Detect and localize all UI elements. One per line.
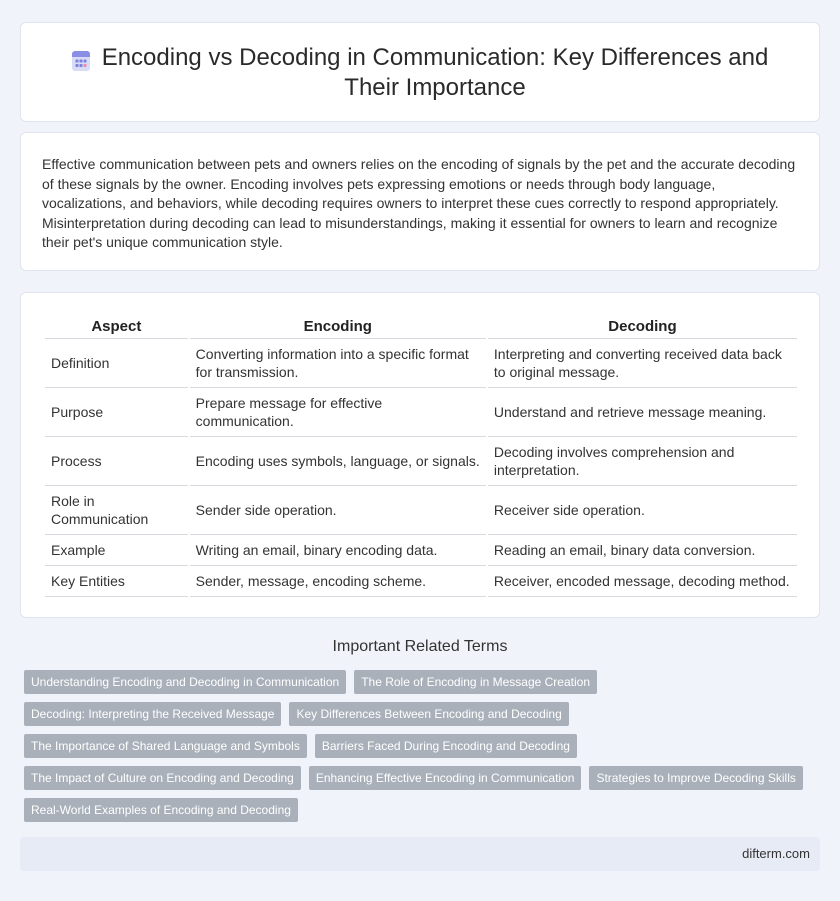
table-row — [45, 535, 797, 566]
footer — [20, 837, 820, 871]
related-terms-title: Important Related Terms — [332, 638, 508, 655]
cell-decoding: Understand and retrieve message meaning. — [488, 388, 797, 437]
table-row — [45, 486, 797, 535]
cell-aspect: Example — [45, 535, 188, 566]
table-row — [45, 388, 797, 437]
cell-aspect: Key Entities — [45, 566, 188, 597]
table-row — [45, 437, 797, 486]
header-aspect: Aspect — [45, 315, 188, 339]
related-term-tag[interactable]: Enhancing Effective Encoding in Communication — [309, 766, 582, 790]
cell-decoding: Receiver side operation. — [488, 486, 797, 535]
related-term-tag[interactable]: Strategies to Improve Decoding Skills — [589, 766, 802, 790]
cell-encoding: Writing an email, binary encoding data. — [190, 535, 486, 566]
cell-decoding: Reading an email, binary data conversion. — [488, 535, 797, 566]
intro-paragraph: Effective communication between pets and owners relies on the encoding of signals by the pet and the accurate decoding of these signals by the owner. Encoding involves pets expressing emotions or needs through body language, vocalizations, and behaviors, while decoding requires owners to interpret these cues correctly to respond appropriately. Misinterpretation during decoding can lead to misunderstandings, making it essential for owners to learn and recognize their pet's unique communication style. — [42, 156, 796, 250]
footer-site-link[interactable]: difterm.com — [742, 846, 810, 861]
cell-encoding: Encoding uses symbols, language, or signals. — [190, 437, 486, 486]
cell-aspect: Process — [45, 437, 188, 486]
table-row — [45, 566, 797, 597]
related-term-tag[interactable]: Real-World Examples of Encoding and Decoding — [24, 798, 298, 822]
related-term-tag[interactable]: The Role of Encoding in Message Creation — [354, 670, 597, 694]
related-term-tag[interactable]: The Impact of Culture on Encoding and Decoding — [24, 766, 301, 790]
table-header-row — [45, 315, 797, 339]
header-decoding: Decoding — [488, 315, 797, 339]
comparison-table — [43, 315, 799, 597]
cell-encoding: Sender, message, encoding scheme. — [190, 566, 486, 597]
cell-aspect: Role in Communication — [45, 486, 188, 535]
related-term-tag[interactable]: Decoding: Interpreting the Received Message — [24, 702, 281, 726]
related-term-tag[interactable]: Understanding Encoding and Decoding in Communication — [24, 670, 346, 694]
cell-encoding: Prepare message for effective communication. — [190, 388, 486, 437]
cell-encoding: Sender side operation. — [190, 486, 486, 535]
related-term-tag[interactable]: Barriers Faced During Encoding and Decoding — [315, 734, 577, 758]
header-encoding: Encoding — [190, 315, 486, 339]
related-term-tag[interactable]: The Importance of Shared Language and Symbols — [24, 734, 307, 758]
cell-decoding: Receiver, encoded message, decoding method. — [488, 566, 797, 597]
title-card — [20, 22, 820, 122]
related-term-tag[interactable]: Key Differences Between Encoding and Decoding — [289, 702, 568, 726]
table-row — [45, 339, 797, 388]
cell-aspect: Purpose — [45, 388, 188, 437]
page-title: Encoding vs Decoding in Communication: Key Differences and Their Importance — [101, 44, 769, 101]
comparison-table-card — [20, 292, 820, 618]
cell-aspect: Definition — [45, 339, 188, 388]
cell-encoding: Converting information into a specific format for transmission. — [190, 339, 486, 388]
related-terms-list — [24, 670, 814, 822]
cell-decoding: Interpreting and converting received data back to original message. — [488, 339, 797, 388]
cell-decoding: Decoding involves comprehension and interpretation. — [488, 437, 797, 486]
intro-card — [20, 132, 820, 271]
